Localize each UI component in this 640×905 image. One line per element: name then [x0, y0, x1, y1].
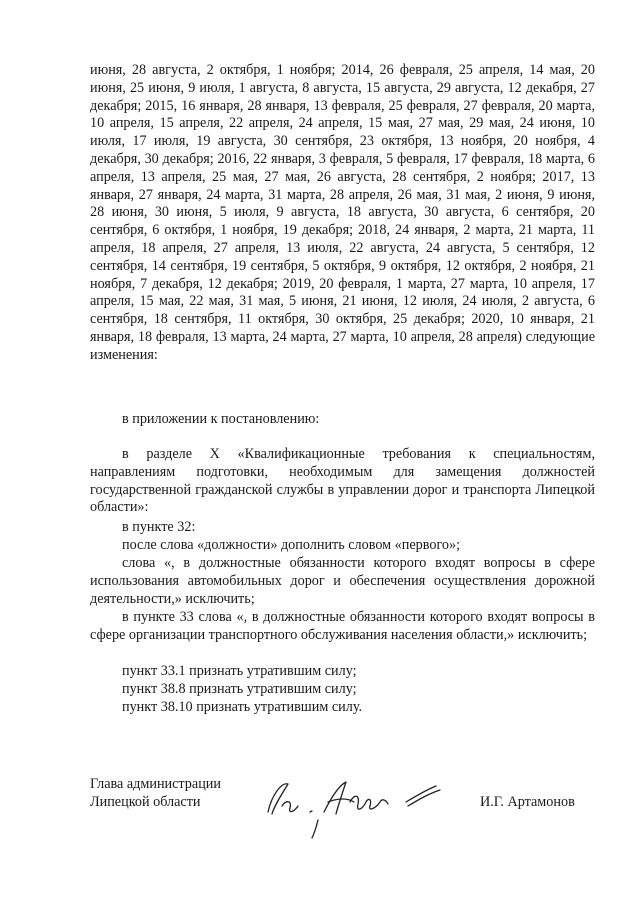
item32-exclude: слова «, в должностные обязанности которого входят вопросы в сфере использования автомобильных дорог и обеспечения осуществления дорожной деятельности,» исключить; — [90, 555, 595, 607]
item33-1: пункт 33.1 признать утратившим силу; — [122, 663, 357, 679]
intro-paragraph: июня, 28 августа, 2 октября, 1 ноября; 2014, 26 февраля, 25 апреля, 14 мая, 20 июня, 25 июня, 9 июля, 1 августа, 8 августа, 15 августа, 29 августа, 12 декабря, 27 декабря; 2015, 16 января, 28 января, 13 февраля, 25 февраля, 27 февраля, 20 марта, 10 апреля, 15 апреля, 22 апреля, 24 апреля, 15 мая, 27 мая, 29 мая, 24 июня, 10 июля, 17 июля, 19 августа, 30 сентября, 23 октября, 13 ноября, 20 ноября, 4 декабря, 30 декабря; 2016, 22 января, 3 февраля, 5 февраля, 17 февраля, 18 марта, 6 апреля, 13 апреля, 25 мая, 27 мая, 26 августа, 28 сентября, 2 ноября; 2017, 13 января, 27 января, 24 марта, 31 марта, 28 апреля, 26 мая, 31 мая, 2 июня, 9 июня, 28 июня, 30 июня, 5 июля, 9 августа, 18 августа, 30 августа, 6 сентября, 20 сентября, 6 октября, 1 ноября, 19 декабря; 2018, 24 января, 2 марта, 21 марта, 11 апреля, 18 апреля, 27 апреля, 13 июля, 22 августа, 24 августа, 5 сентября, 12 сентября, 14 сентября, 19 сентября, 5 октября, 9 октября, 12 октября, 2 ноября, 21 ноября, 7 декабря, 12 декабря; 2019, 20 февраля, 1 марта, 27 марта, 10 апреля, 17 апреля, 15 мая, 22 мая, 31 мая, 5 июня, 21 июня, 12 июля, 24 июля, 2 августа, 6 сентября, 18 сентября, 11 октября, 30 октября, 25 декабря; 2020, 10 января, 21 января, 18 февраля, 13 марта, 24 марта, 27 марта, 10 апреля, 28 апреля) следующие изменения: — [90, 62, 595, 363]
signatory-title — [90, 775, 221, 811]
signatory-title-line1: Глава администрации — [90, 776, 221, 792]
item32-add: после слова «должности» дополнить словом «первого»; — [122, 537, 461, 553]
signatory-name: И.Г. Артамонов — [480, 794, 575, 810]
signatory-title-line2: Липецкой области — [90, 794, 201, 810]
item38-10: пункт 38.10 признать утратившим силу. — [122, 699, 363, 715]
item32-heading: в пункте 32: — [122, 519, 196, 535]
section-paragraph: в разделе X «Квалификационные требования к специальностям, направлениям подготовки, необходимым для замещения должностей государственной гражданской службы в управлении дорог и транспорта Липецкой области»: — [90, 446, 595, 516]
appendix-line: в приложении к постановлению: — [122, 411, 320, 427]
item38-8: пункт 38.8 признать утратившим силу; — [122, 681, 357, 697]
item33-exclude: в пункте 33 слова «, в должностные обязанности которого входят вопросы в сфере организации транспортного обслуживания населения области,» исключить; — [90, 609, 595, 643]
handwritten-signature — [258, 772, 458, 842]
